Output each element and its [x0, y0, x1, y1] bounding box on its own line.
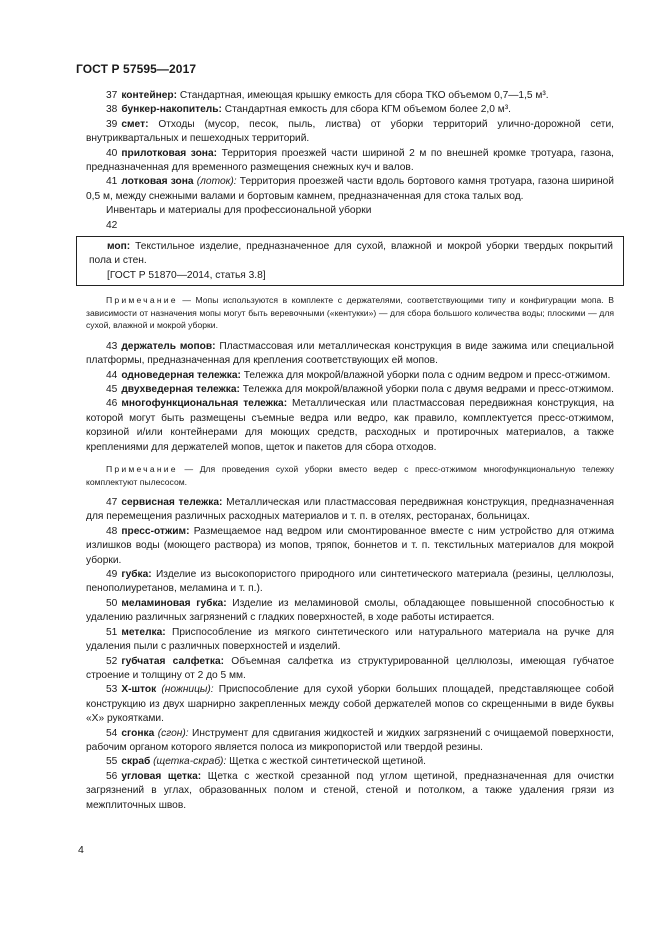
term-definition: Территория проезжей части шириной 2 м по внешней кромке тротуара, газона, предназначенная для временного размещения снежных куч и валов.	[86, 147, 615, 174]
term-name: скраб	[121, 756, 151, 768]
term-alternative: (ножницы):	[156, 684, 214, 696]
term-definition: Щетка с жесткой срезанной под углом щетиной, предназначенная для очистки загрязнений в углах, образованных полом и стеной, стеной и потолком, а также удаления грязи из межплиточных швов.	[86, 770, 615, 811]
term-name: губка:	[121, 569, 152, 581]
term-entry	[86, 118, 614, 147]
term-definition: Размещаемое над ведром или смонтированное вместе с ним устройство для отжима излишков воды (моющего раствора) из мопов, тряпок, боннетов и т. п. текстильных материалов для мокрой уборки.	[86, 525, 614, 566]
source-reference: [ГОСТ Р 51870—2014, статья 3.8]	[107, 269, 266, 281]
term-entry	[86, 496, 614, 525]
page-body	[86, 89, 614, 813]
term-name: сервисная тележка:	[121, 497, 223, 509]
term-name: угловая щетка:	[121, 770, 202, 782]
note-text: — Для проведения сухой уборки вместо ведер с пресс-отжимом многофункциональную тележку комплектуют пылесосом.	[86, 464, 614, 487]
term-definition: Металлическая или пластмассовая передвижная конструкция, на которой могут быть размещены съемные ведра или ведро, как правило, комплектуется пресс-отжимом, корзиной и/или контейнерами для моющих средств, расходных и протирочных материалов, а также креплениями для держателей мопов, щеток и пакетов для сбора отходов.	[86, 398, 614, 453]
term-alternative: (лоток):	[193, 176, 237, 188]
term-number: 51	[106, 626, 118, 638]
term-entry	[86, 147, 614, 176]
term-definition: Приспособление из мягкого синтетического или натурального материала на ручке для удаления пыли с различных поверхностей и изделий.	[86, 626, 614, 653]
term-number: 40	[106, 147, 118, 159]
term-number: 56	[106, 770, 118, 782]
term-entry	[86, 383, 614, 397]
term-definition: Инструмент для сдвигания жидкостей и жидких загрязнений с очищаемой поверхности, рабочим органом которого является полоса из микропористой или твердой резины.	[86, 727, 614, 753]
term-definition: Отходы (мусор, песок, пыль, листва) от уборки территорий улично-дорожной сети, внутриквартальных и пешеходных территорий.	[86, 118, 614, 145]
term-list-b	[86, 340, 614, 455]
term-number: 41	[106, 176, 118, 188]
term-entry	[86, 340, 614, 369]
term-name: меламиновая губка:	[121, 597, 227, 609]
note	[86, 294, 614, 332]
term-entry	[86, 369, 614, 383]
term-number: 54	[106, 727, 118, 739]
term-entry	[86, 727, 614, 756]
term-name: сгонка	[121, 727, 155, 739]
term-number: 50	[106, 597, 118, 609]
term-name: контейнер:	[121, 90, 178, 101]
note	[86, 463, 614, 488]
term-number: 38	[106, 104, 118, 116]
term-definition: Территория проезжей части вдоль бортового камня тротуара, газона шириной 0,5 м, между снежными валами и бортовым камнем, предназначенная для стока талых вод.	[86, 176, 614, 202]
note-label: Примечание	[106, 295, 178, 306]
term-name: метелка:	[121, 626, 166, 638]
term-definition: Щетка с жесткой синтетической щетиной.	[226, 756, 427, 768]
term-alternative: (щетка-скраб):	[150, 756, 227, 768]
term-list-a	[86, 89, 614, 204]
term-name: губчатая салфетка:	[121, 655, 225, 667]
term-definition: Стандартная емкость для сбора КГМ объемом более 2,0 м³.	[221, 104, 511, 116]
term-name: смет:	[121, 118, 149, 130]
term-name: одноведерная тележка:	[121, 369, 241, 381]
term-number: 45	[106, 384, 118, 395]
term-number: 48	[106, 525, 118, 537]
term-entry	[86, 525, 614, 568]
term-number: 43	[106, 340, 118, 352]
term-number: 49	[106, 569, 118, 581]
term-entry	[86, 89, 614, 103]
term-entry	[89, 240, 613, 269]
term-number: 37	[106, 90, 118, 101]
term-entry	[86, 626, 614, 655]
term-entry	[86, 597, 614, 626]
section-title: Инвентарь и материалы для профессиональной уборки	[106, 205, 372, 217]
term-number: 55	[106, 756, 118, 768]
term-entry	[86, 655, 614, 684]
term-entry	[86, 568, 614, 597]
term-definition: Тележка для мокрой/влажной уборки пола с одним ведром и пресс-отжимом.	[240, 369, 611, 381]
note-label: Примечание	[106, 464, 178, 475]
note-text: — Мопы используются в комплекте с держателями, соответствующими типу и конфигурации мопа. В зависимости от назначения мопы могут быть веревочными («кентукки») — для сбора большого количества воды; плоскими — для сухой, влажной и мокрой уборки.	[86, 295, 614, 331]
term-name: Х-шток	[121, 684, 157, 696]
term-number: 52	[106, 655, 118, 667]
term-name: многофункциональная тележка:	[121, 398, 288, 410]
term-definition: Приспособление для сухой уборки больших площадей, представляющее собой конструкцию из двух шарнирно закрепленных между собой держателей мопов со скрещенными в виде буквы «Х» рукоятками.	[86, 684, 614, 725]
term-entry	[86, 770, 614, 813]
term-name: моп:	[107, 241, 131, 253]
term-definition: Объемная салфетка из структурированной целлюлозы, имеющая губчатое строение и толщину от 2 до 5 мм.	[86, 655, 614, 681]
term-number: 53	[106, 684, 118, 696]
term-name: двухведерная тележка:	[121, 384, 240, 395]
term-entry	[86, 103, 614, 117]
term-number: 44	[106, 369, 118, 381]
term-name: держатель мопов:	[121, 340, 216, 352]
term-entry	[86, 397, 614, 455]
term-definition: Металлическая или пластмассовая передвижная конструкция, предназначенная для перемещения различных расходных материалов и т. п. в отелях, ресторанах, больницах.	[86, 497, 615, 523]
document-header: ГОСТ Р 57595—2017	[76, 62, 197, 76]
term-definition: Изделие из высокопористого природного или синтетического материала (резины, целлюлозы, пенополиуретанов, меламина и т. п.).	[86, 569, 614, 595]
term-definition: Текстильное изделие, предназначенное для сухой, влажной и мокрой уборки твердых покрытий пола и стен.	[89, 241, 613, 267]
term-entry	[86, 175, 614, 204]
definition-box	[76, 236, 624, 286]
term-number: 46	[106, 398, 118, 410]
term-entry	[86, 683, 614, 726]
term-list-c	[86, 496, 614, 813]
term-name: пресс-отжим:	[121, 525, 190, 537]
term-definition: Пластмассовая или металлическая конструкция в виде зажима или специальной платформы, предназначенная для крепления соответствующих ей мопов.	[86, 340, 614, 367]
page-number: 4	[78, 844, 84, 856]
term-definition: Тележка для мокрой/влажной уборки пола с двумя ведрами и пресс-отжимом.	[239, 384, 614, 395]
term-number: 39	[106, 118, 118, 130]
term-name: прилотковая зона:	[121, 147, 218, 159]
term-number: 47	[106, 497, 118, 509]
term-number: 42	[106, 219, 118, 231]
term-name: лотковая зона	[121, 176, 194, 188]
term-name: бункер-накопитель:	[121, 104, 222, 116]
term-definition: Стандартная, имеющая крышку емкость для сбора ТКО объемом 0,7—1,5 м³.	[177, 90, 549, 101]
term-entry	[86, 755, 614, 769]
term-definition: Изделие из меламиновой смолы, обладающее повышенной способностью к удалению различных загрязнений с гладких поверхностей, в ходе работы истирается.	[86, 597, 614, 624]
term-alternative: (сгон):	[154, 727, 189, 739]
